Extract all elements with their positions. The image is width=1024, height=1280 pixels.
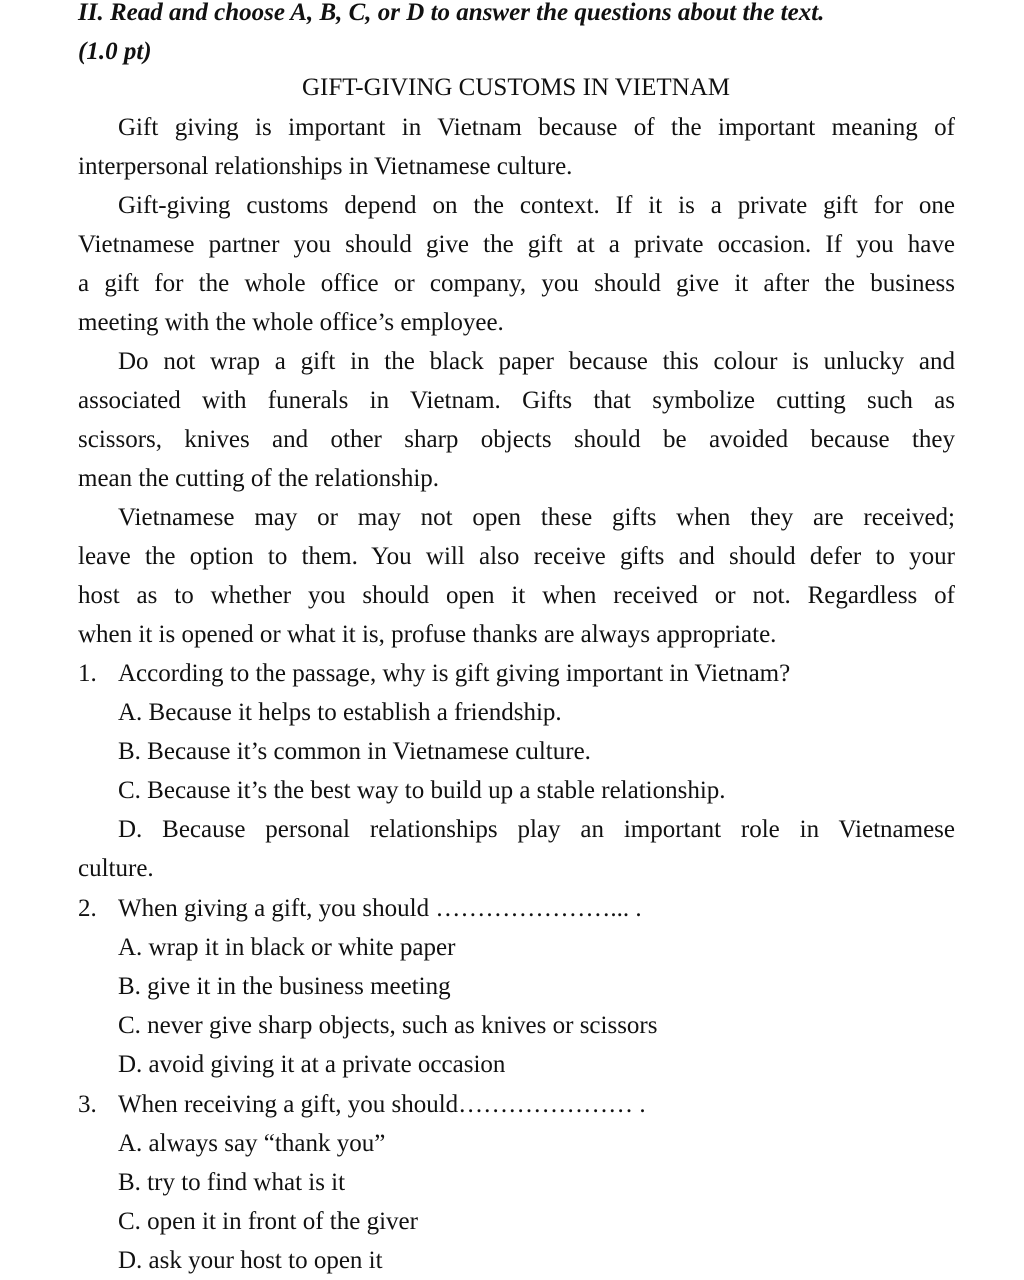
section-heading: II. Read and choose A, B, C, or D to answer the questions about the text. <box>78 0 825 26</box>
question-3-option-b: B. try to find what is it <box>118 1169 346 1196</box>
passage-p2-line3: a gift for the whole office or company, you should give it after the business <box>78 270 955 297</box>
passage-p1-line2: interpersonal relationships in Vietnamese culture. <box>78 153 573 180</box>
passage-p2-line1: Gift-giving customs depend on the context. If it is a private gift for one <box>118 192 955 219</box>
question-2-option-a: A. wrap it in black or white paper <box>118 934 456 961</box>
passage-p2-line2: Vietnamese partner you should give the gift at a private occasion. If you have <box>78 231 955 258</box>
passage-p1-line1: Gift giving is important in Vietnam because of the important meaning of <box>118 114 955 141</box>
section-points: (1.0 pt) <box>78 38 152 65</box>
question-2-text: When giving a gift, you should …………………... . <box>118 895 642 922</box>
question-1-option-c: C. Because it’s the best way to build up a stable relationship. <box>118 777 726 804</box>
passage-p3-line1: Do not wrap a gift in the black paper because this colour is unlucky and <box>118 348 955 375</box>
question-2-number: 2. <box>78 895 97 922</box>
passage-p4-line3: host as to whether you should open it when received or not. Regardless of <box>78 582 955 609</box>
question-2-option-d: D. avoid giving it at a private occasion <box>118 1051 506 1078</box>
question-1-option-a: A. Because it helps to establish a friendship. <box>118 699 562 726</box>
passage-p3-line4: mean the cutting of the relationship. <box>78 465 440 492</box>
question-2-option-c: C. never give sharp objects, such as knives or scissors <box>118 1012 658 1039</box>
passage-p2-line4: meeting with the whole office’s employee. <box>78 309 504 336</box>
question-2-option-b: B. give it in the business meeting <box>118 973 451 1000</box>
question-1-text: According to the passage, why is gift giving important in Vietnam? <box>118 660 791 687</box>
question-3-number: 3. <box>78 1091 97 1118</box>
question-1-option-d: D. Because personal relationships play an important role in Vietnamese <box>118 816 955 843</box>
question-3-option-d: D. ask your host to open it <box>118 1247 383 1274</box>
question-3-option-c: C. open it in front of the giver <box>118 1208 418 1235</box>
question-1-number: 1. <box>78 660 97 687</box>
question-1-option-d-cont: culture. <box>78 855 154 882</box>
question-3-text: When receiving a gift, you should………………… . <box>118 1091 646 1118</box>
passage-p3-line2: associated with funerals in Vietnam. Gifts that symbolize cutting such as <box>78 387 955 414</box>
passage-p4-line4: when it is opened or what it is, profuse thanks are always appropriate. <box>78 621 777 648</box>
passage-p3-line3: scissors, knives and other sharp objects should be avoided because they <box>78 426 955 453</box>
question-1-option-b: B. Because it’s common in Vietnamese culture. <box>118 738 591 765</box>
question-3-option-a: A. always say “thank you” <box>118 1130 386 1157</box>
passage-p4-line1: Vietnamese may or may not open these gifts when they are received; <box>118 504 955 531</box>
passage-title: GIFT-GIVING CUSTOMS IN VIETNAM <box>301 74 731 101</box>
passage-p4-line2: leave the option to them. You will also receive gifts and should defer to your <box>78 543 955 570</box>
